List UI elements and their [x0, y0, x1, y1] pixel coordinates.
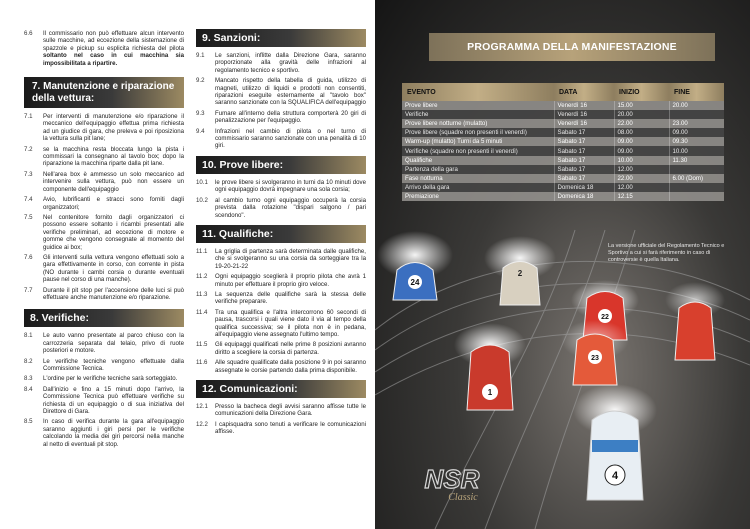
rule-item — [24, 332, 184, 354]
car-number: 23 — [591, 355, 599, 362]
cell-data: Sabato 17 — [554, 174, 614, 183]
column-left — [24, 30, 184, 451]
cell-inizio: 10.00 — [614, 156, 669, 165]
cell-data: Sabato 17 — [554, 156, 614, 165]
cell-inizio: 22.00 — [614, 119, 669, 128]
column-middle — [196, 25, 366, 439]
cell-data: Sabato 17 — [554, 128, 614, 137]
rule-item — [24, 375, 184, 382]
rule-text: Per interventi di manutenzione e/o riparazione il meccanico dell'equipaggio effettua prima richiesta ad un giudice di gara, che preleva e poi riposiziona la vettura sulla pit lane; — [43, 113, 184, 143]
cell-inizio: 09.00 — [614, 146, 669, 155]
cell-inizio: 20.00 — [614, 110, 669, 119]
rule-item — [196, 359, 366, 374]
cell-data: Sabato 17 — [554, 137, 614, 146]
rule-item — [196, 197, 366, 219]
rule-number: 10.2 — [196, 196, 208, 204]
rule-number: 8.1 — [24, 332, 33, 340]
race-track-illustration — [375, 0, 750, 529]
schedule-row — [402, 119, 724, 128]
rule-text: se la macchina resta bloccata lungo la pista i commissari la consegnano al tavolo box; dopo la riparazione la macchina riparte dalla pit lane. — [43, 145, 184, 168]
rule-number: 11.4 — [196, 308, 208, 316]
car-4 — [573, 384, 657, 500]
cell-inizio: 15.00 — [614, 101, 669, 110]
rule-text: Fumare all'interno della struttura comporterà 20 giri di penalizzazione per l'equipaggio. — [215, 109, 366, 125]
rule-number: 9.1 — [196, 52, 205, 59]
cell-inizio: 08.00 — [614, 128, 669, 137]
rule-item — [196, 52, 366, 74]
rule-text: Nel contenitore fornito dagli organizzatori ci possono essere soltanto i ricambi presentati alle verifiche preliminari, ad eccezione di motore e gomme che vengono consegnate al momento del guidice ai box; — [43, 213, 184, 251]
rule-item — [24, 146, 184, 168]
rule-number: 8.2 — [24, 357, 33, 365]
cell-fine: 09.00 — [669, 128, 724, 137]
rule-number: 7.1 — [24, 113, 33, 121]
rule-number: 7.2 — [24, 145, 33, 153]
schedule-row — [402, 192, 724, 201]
rule-item — [24, 386, 184, 416]
rule-number: 11.3 — [196, 290, 208, 298]
rule-item — [196, 403, 366, 418]
rule-item — [24, 358, 184, 373]
rule-item — [196, 291, 366, 306]
rule-item — [24, 113, 184, 143]
rule-item — [196, 110, 366, 125]
column-header-fine: FINE — [669, 83, 724, 101]
car-1 — [454, 323, 526, 410]
cell-evento: Prove libere notturne (mulatto) — [402, 119, 554, 128]
rule-text: al cambio turno ogni equipaggio occuperà la corsia prevista dalla rotazione "dispari salgono / pari scendono". — [215, 196, 366, 219]
cell-inizio: 12.15 — [614, 192, 669, 201]
column-header-inizio: INIZIO — [614, 83, 669, 101]
nsr-logo — [405, 460, 500, 508]
car-red-right — [665, 282, 725, 360]
schedule-row — [402, 146, 724, 155]
rule-text: Le sanzioni, inflitte dalla Direzione Gara, saranno proporzionate alla gravità delle infrazioni al regolamento tecnico e sportivo. — [215, 52, 366, 74]
rule-item — [196, 309, 366, 339]
rule-number: 7.7 — [24, 286, 33, 294]
schedule-row — [402, 110, 724, 119]
rule-text: Durante il pit stop per l'accensione delle luci si può effettuare anche manutenzione e/o riparazione. — [43, 286, 184, 301]
rule-text: Avio, lubrificanti e stracci sono forniti dagli organizzatori; — [43, 196, 184, 211]
cell-data: Sabato 17 — [554, 146, 614, 155]
cell-evento: Premiazione — [402, 192, 554, 201]
car-number: 4 — [611, 470, 619, 482]
rule-item — [24, 254, 184, 284]
section-heading-11: 11. Qualifiche: — [196, 225, 366, 243]
column-header-data: DATA — [554, 83, 614, 101]
official-version-note: La versione ufficiale del Regolamento Tecnico e Sportivo a cui si farà riferimento in caso di controversie è quella Italiana. — [608, 243, 725, 263]
rule-text: Infrazioni nel cambio di pilota o nel turno di commissario saranno sanzionate con una penalità di 10 giri. — [215, 127, 366, 150]
rule-number: 12.2 — [196, 420, 208, 428]
cell-fine: 20.00 — [669, 101, 724, 110]
rule-text: Mancato rispetto della tabella di guida, utilizzo di magneti, utilizzo di liquidi e prodotti non consentiti, riparazioni eseguite esternamente al "tavolo box" saranno sanzionate con la SQUALIFICA dell'equipaggio — [215, 77, 366, 107]
cell-evento: Prove libere (squadre non presenti il venerdì) — [402, 128, 554, 137]
rule-item — [24, 30, 184, 67]
rule-text: Alle squadre qualificate dalla posizione 9 in poi saranno assegnate le corsie partendo dalla prima disponibile. — [215, 359, 366, 374]
cell-evento: Fase notturna — [402, 174, 554, 183]
column-header-evento: EVENTO — [402, 83, 554, 101]
cell-data: Venerdì 16 — [554, 101, 614, 110]
cell-fine — [669, 165, 724, 174]
section-8-items — [24, 332, 184, 448]
section-7-items — [24, 113, 184, 301]
cell-inizio: 12.00 — [614, 183, 669, 192]
cell-evento: Arrivo della gara — [402, 183, 554, 192]
section-heading-8: 8. Verifiche: — [24, 309, 184, 327]
rule-text-normal: Il commissario non può effettuare alcun intervento sulle macchine, ad eccezione della sistemazione di spazzole e pickup su esplicita richiesta del pilota — [43, 30, 184, 52]
car-number: 1 — [487, 388, 493, 397]
rule-item — [24, 287, 184, 302]
rule-text: le prove libere si svolgeranno in turni da 10 minuti dove ogni equipaggio dovrà impegnare una sola corsia; — [215, 178, 366, 194]
rule-number: 9.4 — [196, 127, 205, 135]
rule-text: Tra una qualifica e l'altra intercorrono 60 secondi di pausa, trascorsi i quali viene dato il via al tempo della qualifica successiva; se il pilota non è in pedana, all'equipaggio viene assegnato l'ultimo tempo. — [215, 308, 366, 338]
rule-number: 7.5 — [24, 213, 33, 221]
cell-fine: 6.00 (Dom) — [669, 174, 724, 183]
cell-fine — [669, 183, 724, 192]
schedule-row — [402, 165, 724, 174]
rule-text: Dall'inizio e fino a 15 minuti dopo l'arrivo, la Commissione Tecnica può effettuare verifiche su richiesta di un equipaggio o di sua iniziativa del Direttore di Gara. — [43, 385, 184, 416]
logo-text: NSR — [424, 464, 480, 494]
schedule-row — [402, 101, 724, 110]
rule-text: La griglia di partenza sarà determinata dalle qualifiche, che si svolgeranno su una corsia da sorteggiare tra la 19-20-21-22 — [215, 247, 366, 270]
car-number: 2 — [517, 269, 523, 278]
car-24 — [377, 231, 453, 300]
section-9-items — [196, 52, 366, 150]
cell-data: Domenica 18 — [554, 183, 614, 192]
section-10-items — [196, 179, 366, 219]
rule-number: 11.2 — [196, 273, 208, 281]
section-heading-7: 7. Manutenzione e riparazione della vettura: — [24, 77, 184, 108]
rule-item — [196, 341, 366, 356]
rule-number: 11.5 — [196, 341, 208, 349]
cell-data: Sabato 17 — [554, 165, 614, 174]
schedule-header-row — [402, 83, 724, 101]
rule-number: 8.3 — [24, 375, 33, 383]
cell-evento: Verifiche (squadre non presenti il venerdì) — [402, 146, 554, 155]
rule-text: Presso la bacheca degli avvisi saranno affisse tutte le comunicazioni della Direzione Gara. — [215, 403, 366, 418]
cell-data: Domenica 18 — [554, 192, 614, 201]
section-12-items — [196, 403, 366, 436]
rule-text — [43, 30, 184, 67]
rule-number: 12.1 — [196, 403, 208, 410]
rule-item — [196, 128, 366, 150]
rule-number: 10.1 — [196, 178, 208, 186]
rule-text: Gli equipaggi qualificati nelle prime 8 posizioni avranno diritto a scegliere la corsia di partenza. — [215, 341, 366, 356]
cell-fine: 09.30 — [669, 137, 724, 146]
section-11-items — [196, 248, 366, 374]
cell-inizio: 22.00 — [614, 174, 669, 183]
rule-text-bold: soltanto nel caso in cui macchina sia impossibilitata a ripartire. — [43, 52, 184, 67]
cell-evento: Verifiche — [402, 110, 554, 119]
rule-number: 11.6 — [196, 359, 208, 367]
rule-number: 7.3 — [24, 170, 33, 178]
rule-item — [24, 214, 184, 251]
rule-number: 8.4 — [24, 385, 33, 393]
rule-item — [24, 171, 184, 193]
schedule-body — [402, 101, 724, 201]
rule-item — [196, 273, 366, 288]
rule-number: 8.5 — [24, 418, 33, 426]
schedule-row — [402, 183, 724, 192]
cell-inizio: 09.00 — [614, 137, 669, 146]
rule-number: 7.6 — [24, 253, 33, 261]
cell-evento: Qualifiche — [402, 156, 554, 165]
rule-text: L'ordine per le verifiche tecniche sarà sorteggiato. — [43, 375, 178, 383]
rule-text: Nell'area box è ammesso un solo meccanico ad intervenire sulla vettura, può non essere un componente dell'equipaggio — [43, 170, 184, 193]
rule-text: Ogni equipaggio sceglierà il proprio pilota che avrà 1 minuto per effettuare il proprio giro veloce. — [215, 273, 366, 288]
rule-item — [24, 418, 184, 448]
rule-number: 9.3 — [196, 109, 205, 117]
rule-number: 11.1 — [196, 247, 208, 255]
car-number: 22 — [601, 314, 609, 321]
program-panel — [375, 0, 750, 529]
cell-data: Venerdì 16 — [554, 110, 614, 119]
rule-item — [196, 421, 366, 436]
cell-inizio: 12.00 — [614, 165, 669, 174]
rule-item — [24, 196, 184, 211]
rule-number: 9.2 — [196, 77, 205, 85]
car-23 — [561, 320, 629, 385]
rule-text: I capisquadra sono tenuti a verificare le comunicazioni affisse. — [215, 420, 366, 436]
schedule-row — [402, 174, 724, 183]
rule-number: 7.4 — [24, 196, 33, 204]
rule-text: Le auto vanno presentate al parco chiuso con la carrozzeria separata dal telaio, privo di ruote posteriori e motore. — [43, 332, 184, 355]
cell-data: Venerdì 16 — [554, 119, 614, 128]
section-heading-10: 10. Prove libere: — [196, 156, 366, 174]
cell-fine: 23.00 — [669, 119, 724, 128]
schedule-row — [402, 156, 724, 165]
rule-text: Gli interventi sulla vettura vengono effettuati solo a gara effettivamente in corso, con corrente in pista (NO durante i cambi corsia o durante eventuali pause nel corso di una manche). — [43, 253, 184, 284]
rule-item — [196, 179, 366, 194]
cell-fine — [669, 192, 724, 201]
rule-text: Le verifiche tecniche vengono effettuate dalla Commissione Tecnica. — [43, 357, 184, 372]
cell-evento: Partenza della gara — [402, 165, 554, 174]
car-number: 24 — [410, 278, 420, 287]
schedule-row — [402, 137, 724, 146]
rule-number: 6.6 — [24, 30, 33, 37]
rule-text: La sequenza delle qualifiche sarà la stessa delle verifiche preparare. — [215, 290, 366, 306]
cell-fine — [669, 110, 724, 119]
schedule-row — [402, 128, 724, 137]
rule-item — [196, 77, 366, 107]
program-title: PROGRAMMA DELLA MANIFESTAZIONE — [429, 33, 715, 61]
cell-fine: 10.00 — [669, 146, 724, 155]
schedule-table — [402, 83, 724, 201]
cell-evento: Warm-up (mulatto) Turni da 5 minuti — [402, 137, 554, 146]
rule-item — [196, 248, 366, 270]
logo-subtext: Classic — [448, 492, 478, 503]
rule-text: In caso di verifica durante la gara all'equipaggio saranno aggiunti i giri persi per le verifiche calcolando la media dei giri percorsi nella manche al netto di eventuali pit stop. — [43, 418, 184, 448]
section-heading-9: 9. Sanzioni: — [196, 29, 366, 47]
cell-evento: Prove libere — [402, 101, 554, 110]
cell-fine: 11.30 — [669, 156, 724, 165]
section-heading-12: 12. Comunicazioni: — [196, 380, 366, 398]
